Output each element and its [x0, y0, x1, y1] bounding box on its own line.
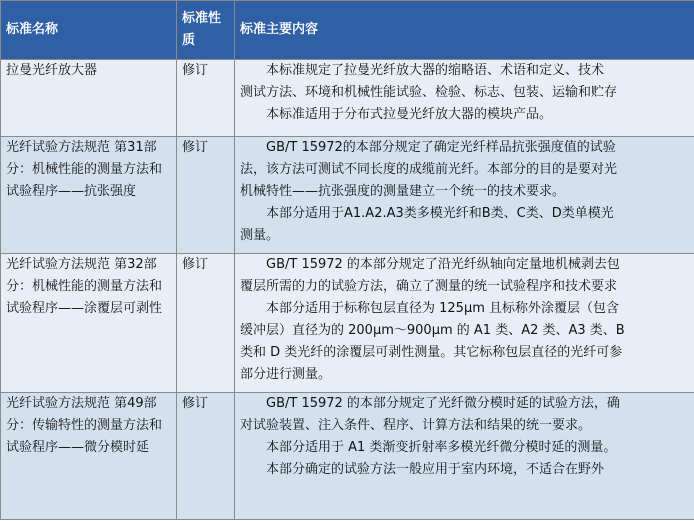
standard-content — [235, 254, 694, 393]
standard-property: 修订 — [177, 60, 235, 137]
content-line: 本部分适用于A1.A2.A3类多模光纤和B类、C类、D类单模光 — [266, 206, 614, 221]
standard-property: 修订 — [177, 393, 235, 520]
content-line: 本部分适用于标称包层直径为 125μm 且标称外涂覆层（包含 — [266, 301, 620, 316]
header-standard-name: 标准名称 — [1, 1, 177, 60]
content-line: 机械特性——抗张强度的测量建立一个统一的技术要求。 — [240, 184, 566, 199]
content-line: GB/T 15972的本部分规定了确定光纤样品抗张强度值的试验 — [266, 140, 616, 155]
content-line: 对试验装置、注入条件、程序、计算方法和结果的统一要求。 — [240, 418, 592, 433]
content-line: 部分进行测量。 — [240, 367, 332, 382]
table-row — [1, 137, 694, 254]
content-line: 本部分适用于 A1 类渐变折射率多模光纤微分模时延的测量。 — [266, 440, 617, 455]
standard-name: 拉曼光纤放大器 — [1, 60, 177, 137]
table-row — [1, 60, 694, 137]
table-row — [1, 393, 694, 520]
content-line: 类和 D 类光纤的涂覆层可剥性测量。其它标称包层直径的光纤可参 — [240, 345, 623, 360]
standard-content — [235, 60, 694, 137]
content-line: 法，该方法可测试不同长度的成缆前光纤。本部分的目的是要对光 — [240, 162, 618, 177]
standard-name: 光纤试验方法规范 第31部分：机械性能的测量方法和试验程序——抗张强度 — [1, 137, 177, 254]
content-line: 覆层所需的力的试验方法，确立了测量的统一试验程序和技术要求 — [240, 279, 618, 294]
header-main-content: 标准主要内容 — [235, 1, 694, 60]
standard-name: 光纤试验方法规范 第49部分：传输特性的测量方法和试验程序——微分模时延 — [1, 393, 177, 520]
content-line: 测量。 — [240, 228, 280, 243]
standard-name: 光纤试验方法规范 第32部分：机械性能的测量方法和试验程序——涂覆层可剥性 — [1, 254, 177, 393]
content-line: GB/T 15972 的本部分规定了沿光纤纵轴向定量地机械剥去包 — [266, 257, 620, 272]
standard-content — [235, 137, 694, 254]
table-row — [1, 254, 694, 393]
content-line: GB/T 15972 的本部分规定了光纤微分模时延的试验方法，确 — [266, 396, 620, 411]
table-header-row — [1, 1, 694, 60]
standard-property: 修订 — [177, 254, 235, 393]
standard-content — [235, 393, 694, 520]
standard-property: 修订 — [177, 137, 235, 254]
content-line: 本部分确定的试验方法一般应用于室内环境，不适合在野外 — [266, 462, 605, 477]
header-standard-property: 标准性质 — [177, 1, 235, 60]
content-line: 本标准规定了拉曼光纤放大器的缩略语、术语和定义、技术 — [266, 63, 605, 78]
content-line: 测试方法、环境和机械性能试验、检验、标志、包装、运输和贮存 — [240, 85, 618, 100]
content-line: 缓冲层）直径为的 200μm～900μm 的 A1 类、A2 类、A3 类、B — [240, 323, 625, 338]
content-line: 本标准适用于分布式拉曼光纤放大器的模块产品。 — [266, 107, 553, 122]
